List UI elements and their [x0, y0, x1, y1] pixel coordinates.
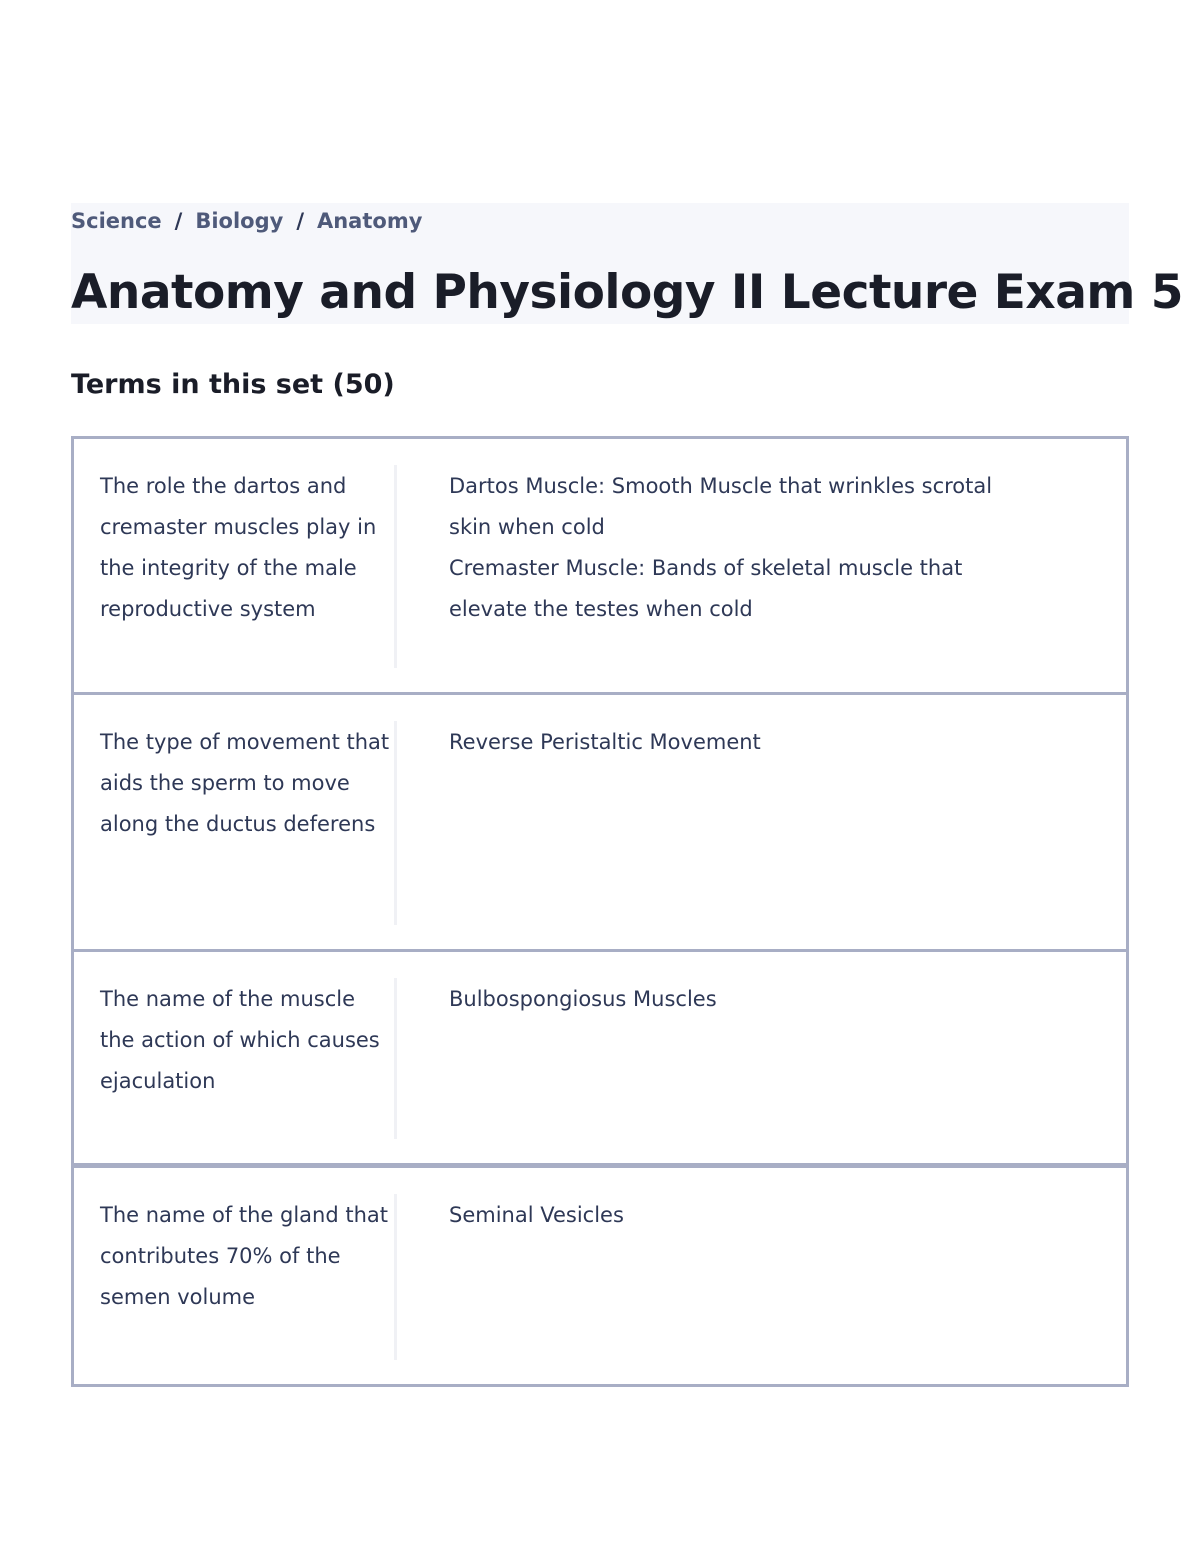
page-title: Anatomy and Physiology II Lecture Exam 5 — [71, 265, 1183, 320]
definition-line: Dartos Muscle: Smooth Muscle that wrinkles scrotal skin when cold — [449, 474, 993, 539]
terms-heading: Terms in this set (50) — [71, 369, 395, 400]
definition-line: Cremaster Muscle: Bands of skeletal muscle that elevate the testes when cold — [449, 556, 963, 621]
definition-line: Seminal Vesicles — [449, 1203, 624, 1227]
definition-text — [396, 439, 1009, 692]
term-text: The type of movement that aids the sperm to move along the ductus deferens — [100, 730, 390, 836]
term-card — [74, 695, 1126, 952]
definition-line: Reverse Peristaltic Movement — [449, 730, 761, 754]
term-card — [74, 952, 1126, 1168]
breadcrumb-separator: / — [174, 209, 183, 233]
term-card — [74, 1168, 1126, 1384]
terms-table — [71, 436, 1129, 1387]
breadcrumb — [71, 206, 422, 236]
term-text: The name of the gland that contributes 70% of the semen volume — [100, 1203, 389, 1309]
definition-text — [396, 952, 1009, 1163]
breadcrumb-link-anatomy[interactable]: Anatomy — [316, 209, 423, 233]
definition-text — [396, 1168, 1009, 1384]
breadcrumb-link-biology[interactable]: Biology — [195, 209, 284, 233]
term-text: The name of the muscle the action of which causes ejaculation — [100, 987, 380, 1093]
breadcrumb-separator: / — [296, 209, 304, 233]
breadcrumb-link-science[interactable]: Science — [71, 209, 162, 233]
term-text: The role the dartos and cremaster muscles play in the integrity of the male reproductive system — [100, 474, 377, 621]
definition-text — [396, 695, 1009, 949]
definition-line: Bulbospongiosus Muscles — [449, 987, 717, 1011]
term-card — [74, 439, 1126, 695]
